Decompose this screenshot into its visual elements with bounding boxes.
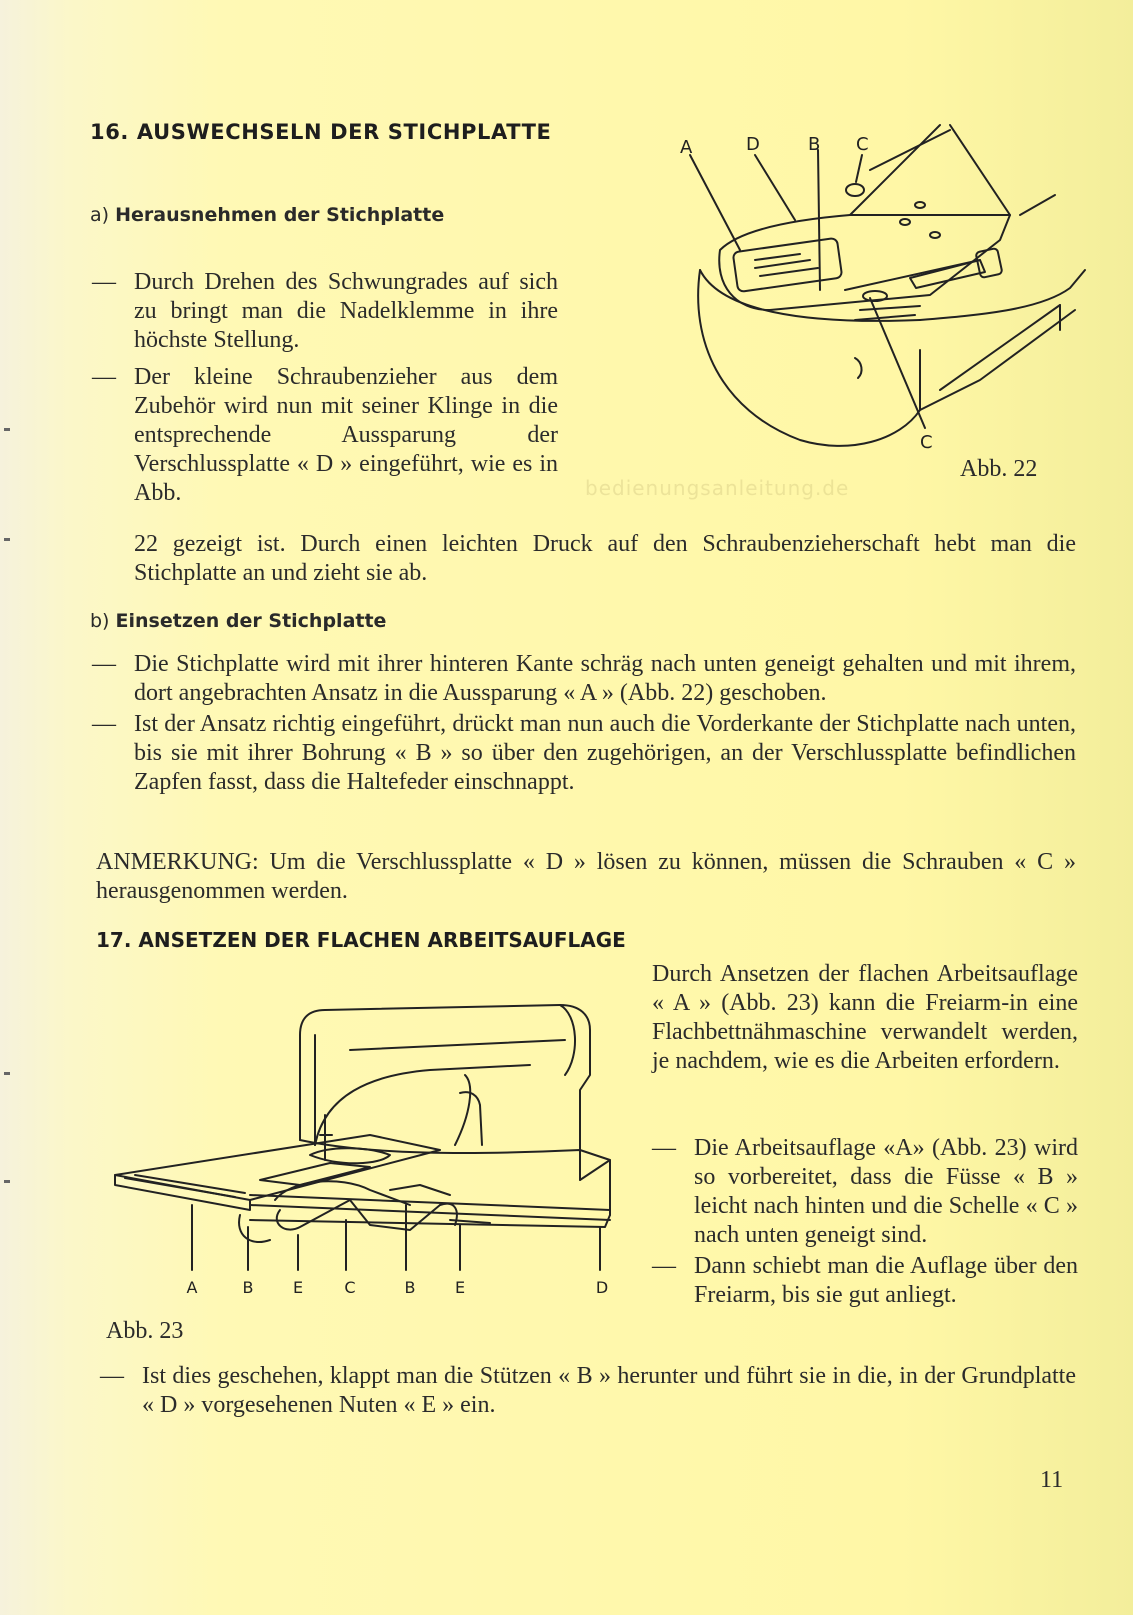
figure-23-label-d: D [595, 1278, 609, 1297]
list-item [92, 650, 1076, 708]
list-item-text: Durch Drehen des Schwungrades auf sich zu bringt man die Nadelklemme in ihre höchste Stellung. [134, 269, 558, 353]
dash: — [92, 269, 116, 295]
figure-22-label-c-top: C [856, 134, 869, 155]
figure-22-illustration [680, 110, 1100, 460]
subsection-b-marker: b) [90, 610, 110, 632]
edge-mark [4, 1072, 10, 1075]
list-item [100, 1362, 1076, 1420]
figure-23-label-e2: E [454, 1278, 466, 1297]
list-item-text: Ist der Ansatz richtig eingeführt, drückt man nun auch die Vorderkante der Stichplatte nach unten, bis sie mit ihrer Bohrung « B » so über den zugehörigen, an der Verschlussplatte befindlichen Zapfen fasst, dass die Haltefeder einschnappt. [134, 711, 1076, 795]
list-item-text: Ist dies geschehen, klappt man die Stützen « B » herunter und führt sie in die, in der Grundplatte « D » vorgesehenen Nuten « E » ein. [142, 1363, 1076, 1418]
edge-mark [4, 428, 10, 431]
list-item-text: Dann schiebt man die Auflage über den Freiarm, bis sie gut anliegt. [694, 1253, 1078, 1308]
section-17-final [100, 1362, 1076, 1420]
figure-23-illustration [110, 995, 630, 1315]
subsection-b-title: Einsetzen der Stichplatte [115, 610, 387, 632]
dash: — [652, 1135, 676, 1161]
watermark: bedienungsanleitung.de [585, 476, 850, 500]
list-item [92, 710, 1076, 797]
section-17-heading: 17. ANSETZEN DER FLACHEN ARBEITSAUFLAGE [96, 928, 626, 952]
dash: — [92, 364, 116, 390]
figure-23-label-a: A [186, 1278, 198, 1297]
figure-22-caption: Abb. 22 [960, 456, 1038, 482]
figure-22-label-c-bottom: C [920, 432, 933, 453]
list-item-text: Die Stichplatte wird mit ihrer hinteren Kante schräg nach unten geneigt gehalten und mit ihrem, dort angebrachten Ansatz in die Aussparung « A » (Abb. 22) geschoben. [134, 651, 1076, 706]
section-17-list [652, 1134, 1078, 1310]
figure-22-label-b: B [808, 134, 821, 155]
section-17-intro: Durch Ansetzen der flachen Arbeitsauflage « A » (Abb. 23) kann die Freiarm-in eine Flachbettnähmaschine verwandelt werden, je nachdem, wie es die Arbeiten erfordern. [652, 961, 1078, 1074]
figure-23-label-b: B [242, 1278, 254, 1297]
subsection-a-title: Herausnehmen der Stichplatte [115, 204, 445, 226]
list-item-text: Die Arbeitsauflage «A» (Abb. 23) wird so vorbereitet, dass die Füsse « B » leicht nach hinten und die Schelle « C » nach unten geneigt sind. [694, 1135, 1078, 1248]
dash: — [92, 651, 116, 677]
edge-mark [4, 538, 10, 541]
section-16-heading: 16. AUSWECHSELN DER STICHPLATTE [90, 120, 552, 144]
dash: — [652, 1253, 676, 1279]
figure-23-caption: Abb. 23 [106, 1318, 184, 1344]
subsection-a-list [92, 268, 558, 508]
page-number: 11 [1040, 1467, 1064, 1493]
list-item [652, 1134, 1078, 1250]
list-item [652, 1252, 1078, 1310]
subsection-b-heading [90, 610, 386, 632]
list-item-text: Der kleine Schraubenzieher aus dem Zubehör wird nun mit seiner Klinge in die entsprechende Aussparung der Verschlussplatte « D » eingeführt, wie es in Abb. [134, 364, 558, 506]
subsection-b-list [92, 650, 1076, 797]
subsection-a-marker: a) [90, 204, 110, 226]
subsection-a-heading [90, 204, 444, 226]
list-item [92, 268, 558, 355]
dash: — [92, 711, 116, 737]
note-paragraph: ANMERKUNG: Um die Verschlussplatte « D » lösen zu können, müssen die Schrauben « C » herausgenommen werden. [96, 849, 1076, 904]
figure-23-label-c: C [344, 1278, 356, 1297]
figure-22-label-d: D [746, 134, 760, 155]
dash: — [100, 1363, 124, 1389]
edge-mark [4, 1180, 10, 1183]
subsection-a-continuation: 22 gezeigt ist. Durch einen leichten Druck auf den Schraubenzieherschaft hebt man die Stichplatte an und zieht sie ab. [134, 531, 1076, 586]
figure-23-label-e: E [292, 1278, 304, 1297]
figure-23-label-b2: B [404, 1278, 416, 1297]
figure-22-label-a: A [680, 137, 693, 158]
list-item [92, 363, 558, 508]
